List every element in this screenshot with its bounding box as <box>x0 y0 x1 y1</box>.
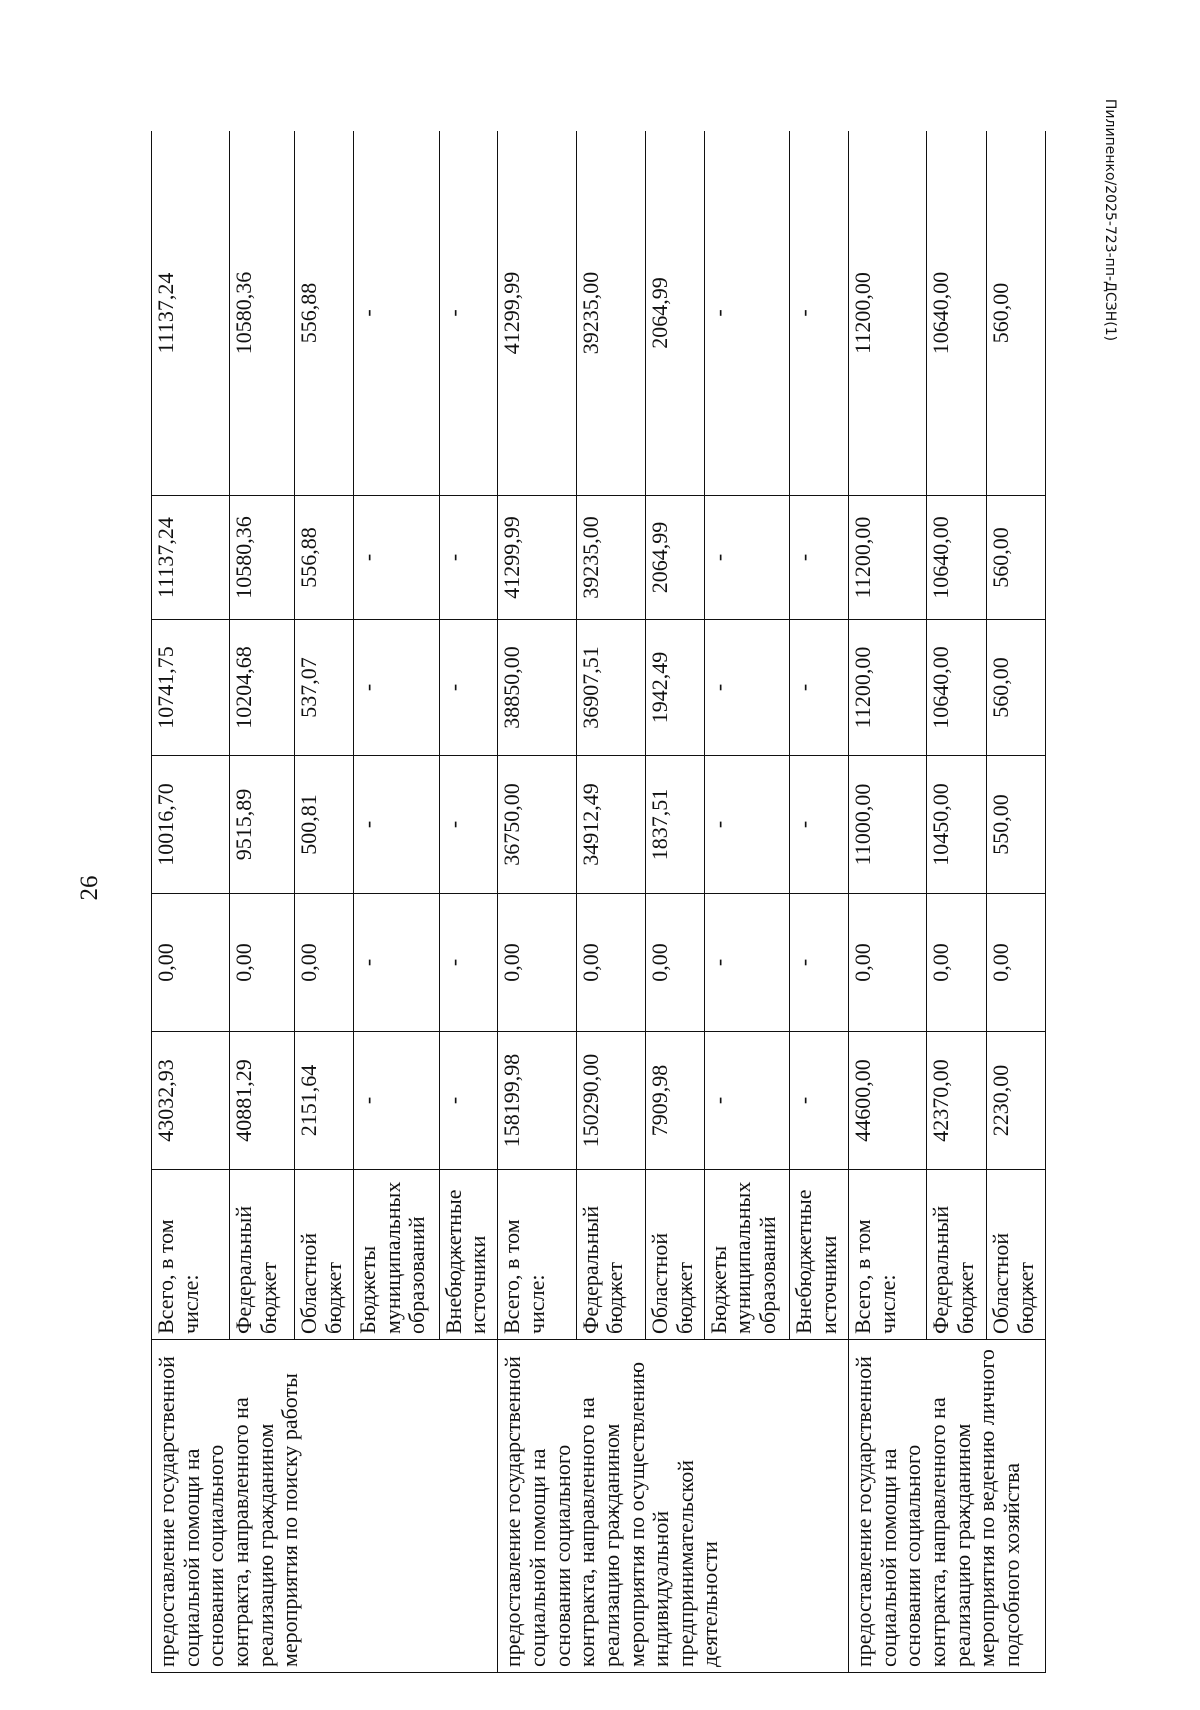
amount-cell: 2064,99 <box>645 131 704 496</box>
amount-cell: - <box>704 894 790 1032</box>
amount-cell: 10016,70 <box>152 756 230 894</box>
table-row <box>849 131 927 1673</box>
document-code: Пилипенко/2025-723-пп-ДСЗН(1) <box>1102 98 1118 342</box>
amount-cell: 0,00 <box>576 894 645 1032</box>
rotated-table-content <box>151 131 1046 1673</box>
amount-cell: 500,81 <box>295 756 354 894</box>
amount-cell: - <box>354 756 440 894</box>
amount-cell: 41299,99 <box>498 496 576 620</box>
funding-source: Областной бюджет <box>295 1170 354 1340</box>
funding-source: Федеральный бюджет <box>576 1170 645 1340</box>
amount-cell: 10640,00 <box>927 620 987 756</box>
amount-cell: 2064,99 <box>645 496 704 620</box>
amount-cell: 2151,64 <box>295 1032 354 1170</box>
amount-cell: 11137,24 <box>152 131 230 496</box>
amount-cell: - <box>704 1032 790 1170</box>
amount-cell: 10450,00 <box>927 756 987 894</box>
amount-cell: 1837,51 <box>645 756 704 894</box>
amount-cell: 11200,00 <box>849 496 927 620</box>
amount-cell: - <box>439 756 498 894</box>
amount-cell: - <box>439 131 498 496</box>
amount-cell: - <box>704 496 790 620</box>
funding-table <box>151 131 1046 1673</box>
amount-cell: - <box>439 1032 498 1170</box>
table-row <box>152 131 230 1673</box>
funding-source: Всего, в том числе: <box>152 1170 230 1340</box>
amount-cell: 34912,49 <box>576 756 645 894</box>
amount-cell: 10640,00 <box>927 496 987 620</box>
amount-cell: 10204,68 <box>230 620 295 756</box>
amount-cell: 10640,00 <box>927 131 987 496</box>
amount-cell: 7909,98 <box>645 1032 704 1170</box>
amount-cell: - <box>439 894 498 1032</box>
amount-cell: 39235,00 <box>576 131 645 496</box>
amount-cell: 158199,98 <box>498 1032 576 1170</box>
amount-cell: 10580,36 <box>230 131 295 496</box>
amount-cell: - <box>790 496 849 620</box>
amount-cell: 0,00 <box>152 894 230 1032</box>
funding-source: Областной бюджет <box>645 1170 704 1340</box>
page-number: 26 <box>76 875 103 901</box>
amount-cell: 556,88 <box>295 131 354 496</box>
measure-description: предоставление государственной социальной помощи на основании социального контракта, направленного на реализацию гражданином мероприятия по ведению личного подсобного хозяйства <box>849 1340 1046 1673</box>
amount-cell: - <box>439 620 498 756</box>
funding-source: Всего, в том числе: <box>849 1170 927 1340</box>
amount-cell: 38850,00 <box>498 620 576 756</box>
amount-cell: - <box>354 894 440 1032</box>
amount-cell: 150290,00 <box>576 1032 645 1170</box>
measure-description: предоставление государственной социальной помощи на основании социального контракта, направленного на реализацию гражданином мероприятия по осуществлению индивидуальной предпринимательской деятельности <box>498 1340 849 1673</box>
amount-cell: 40881,29 <box>230 1032 295 1170</box>
table-row <box>498 131 576 1673</box>
amount-cell: 11000,00 <box>849 756 927 894</box>
amount-cell: - <box>354 1032 440 1170</box>
amount-cell: 41299,99 <box>498 131 576 496</box>
amount-cell: 550,00 <box>987 756 1046 894</box>
amount-cell: 0,00 <box>987 894 1046 1032</box>
amount-cell: 42370,00 <box>927 1032 987 1170</box>
amount-cell: 43032,93 <box>152 1032 230 1170</box>
amount-cell: 537,07 <box>295 620 354 756</box>
amount-cell: 36907,51 <box>576 620 645 756</box>
amount-cell: 9515,89 <box>230 756 295 894</box>
amount-cell: - <box>704 131 790 496</box>
amount-cell: - <box>704 756 790 894</box>
amount-cell: 0,00 <box>498 894 576 1032</box>
funding-table-body <box>152 131 1046 1673</box>
funding-source: Областной бюджет <box>987 1170 1046 1340</box>
amount-cell: 560,00 <box>987 131 1046 496</box>
amount-cell: 560,00 <box>987 620 1046 756</box>
amount-cell: 11200,00 <box>849 131 927 496</box>
amount-cell: - <box>790 1032 849 1170</box>
rotated-table-frame <box>151 131 1046 1673</box>
amount-cell: 0,00 <box>230 894 295 1032</box>
amount-cell: - <box>790 131 849 496</box>
funding-source: Бюджеты муниципальных образований <box>704 1170 790 1340</box>
amount-cell: 0,00 <box>645 894 704 1032</box>
amount-cell: 11200,00 <box>849 620 927 756</box>
amount-cell: - <box>790 756 849 894</box>
amount-cell: 2230,00 <box>987 1032 1046 1170</box>
amount-cell: 0,00 <box>927 894 987 1032</box>
amount-cell: - <box>790 894 849 1032</box>
amount-cell: - <box>704 620 790 756</box>
amount-cell: - <box>439 496 498 620</box>
amount-cell: 44600,00 <box>849 1032 927 1170</box>
amount-cell: 0,00 <box>295 894 354 1032</box>
funding-source: Федеральный бюджет <box>230 1170 295 1340</box>
funding-source: Внебюджетные источники <box>790 1170 849 1340</box>
amount-cell: 1942,49 <box>645 620 704 756</box>
measure-description: предоставление государственной социальной помощи на основании социального контракта, направленного на реализацию гражданином мероприятия по поиску работы <box>152 1340 498 1673</box>
funding-source: Федеральный бюджет <box>927 1170 987 1340</box>
amount-cell: - <box>354 620 440 756</box>
amount-cell: - <box>354 131 440 496</box>
amount-cell: 10580,36 <box>230 496 295 620</box>
amount-cell: - <box>354 496 440 620</box>
amount-cell: 39235,00 <box>576 496 645 620</box>
funding-source: Внебюджетные источники <box>439 1170 498 1340</box>
amount-cell: 11137,24 <box>152 496 230 620</box>
amount-cell: - <box>790 620 849 756</box>
amount-cell: 36750,00 <box>498 756 576 894</box>
amount-cell: 556,88 <box>295 496 354 620</box>
amount-cell: 560,00 <box>987 496 1046 620</box>
funding-source: Бюджеты муниципальных образований <box>354 1170 440 1340</box>
funding-source: Всего, в том числе: <box>498 1170 576 1340</box>
amount-cell: 10741,75 <box>152 620 230 756</box>
amount-cell: 0,00 <box>849 894 927 1032</box>
